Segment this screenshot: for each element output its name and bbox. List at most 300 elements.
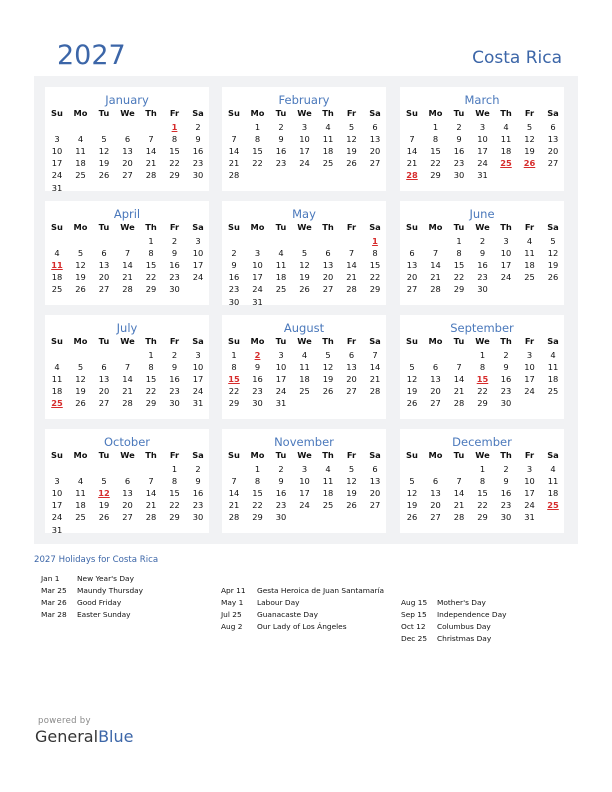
day-cell: 23 [192, 158, 204, 169]
weekday-header: Su [406, 450, 418, 460]
holiday-day-cell: 15 [228, 374, 240, 385]
day-cell: 12 [75, 374, 86, 385]
day-cell: 9 [171, 248, 178, 259]
weekday-header: Th [322, 222, 334, 232]
day-cell: 27 [122, 170, 133, 181]
day-cell: 1 [148, 350, 154, 360]
day-cell: 10 [192, 362, 204, 373]
year-title: 2027 [57, 40, 126, 71]
day-cell: 10 [192, 248, 204, 259]
day-cell: 5 [301, 248, 308, 259]
day-cell: 1 [479, 350, 486, 360]
day-cell: 16 [192, 146, 204, 157]
day-cell: 12 [75, 260, 86, 271]
day-cell: 30 [477, 284, 488, 295]
day-cell: 3 [254, 248, 261, 259]
holiday-row [221, 621, 384, 633]
day-cell: 9 [503, 476, 509, 487]
day-cell: 3 [526, 350, 533, 360]
weekday-header: Sa [547, 222, 559, 232]
holiday-day-cell: 25 [547, 500, 559, 511]
day-cell: 9 [278, 134, 284, 145]
day-cell: 22 [369, 272, 381, 283]
day-cell: 21 [122, 386, 133, 397]
day-cell: 11 [547, 476, 559, 487]
day-cell: 12 [299, 260, 310, 271]
day-cell: 23 [169, 272, 180, 283]
holiday-date: Aug 15 [401, 598, 428, 607]
day-cell: 28 [453, 398, 465, 409]
day-cell: 8 [171, 134, 178, 145]
month-march [400, 87, 564, 191]
day-cell: 24 [252, 284, 263, 295]
day-cell: 27 [430, 398, 441, 409]
day-cell: 21 [145, 158, 157, 169]
day-cell: 14 [228, 146, 240, 157]
holiday-date: Mar 26 [41, 598, 67, 607]
day-cell: 29 [369, 284, 381, 295]
day-cell: 10 [51, 488, 63, 499]
day-cell: 1 [254, 122, 261, 132]
holiday-name: Mother's Day [437, 598, 486, 607]
month-title: January [105, 93, 149, 107]
day-cell: 1 [456, 236, 462, 246]
day-cell: 19 [346, 488, 357, 499]
day-cell: 14 [369, 362, 381, 373]
day-cell: 26 [299, 284, 310, 295]
day-cell: 18 [299, 374, 310, 385]
weekday-header: Fr [524, 108, 535, 118]
weekday-header: Tu [275, 450, 287, 460]
day-cell: 4 [77, 476, 84, 487]
holiday-day-cell: 1 [372, 236, 378, 246]
day-cell: 19 [406, 500, 418, 511]
day-cell: 27 [98, 284, 110, 295]
day-cell: 2 [195, 122, 201, 132]
weekday-header: Fr [346, 108, 357, 118]
day-cell: 28 [228, 170, 240, 181]
weekday-header: Tu [453, 222, 465, 232]
month-january [45, 87, 209, 191]
day-cell: 23 [169, 386, 180, 397]
weekday-header: We [297, 336, 312, 346]
day-cell: 22 [169, 500, 180, 511]
day-cell: 20 [369, 488, 381, 499]
weekday-header: Mo [428, 108, 443, 118]
day-cell: 11 [524, 248, 535, 259]
day-cell: 6 [124, 134, 131, 145]
day-cell: 14 [346, 260, 357, 271]
day-cell: 26 [346, 500, 357, 511]
day-cell: 11 [322, 134, 334, 145]
weekday-header: Tu [98, 108, 110, 118]
month-title: May [292, 207, 316, 221]
day-cell: 14 [122, 260, 133, 271]
day-cell: 30 [192, 170, 204, 181]
holiday-date: Aug 2 [221, 622, 243, 631]
day-cell: 29 [430, 170, 441, 181]
day-cell: 27 [430, 512, 441, 523]
day-cell: 18 [524, 260, 535, 271]
day-cell: 25 [51, 284, 63, 295]
weekday-header: Mo [73, 336, 88, 346]
day-cell: 29 [145, 398, 157, 409]
day-cell: 26 [75, 398, 86, 409]
day-cell: 2 [503, 464, 509, 474]
day-cell: 9 [171, 362, 178, 373]
day-cell: 3 [301, 122, 308, 132]
weekday-header: Mo [250, 336, 265, 346]
day-cell: 3 [278, 350, 284, 360]
weekday-header: Fr [346, 450, 357, 460]
day-cell: 10 [477, 134, 488, 145]
weekday-header: Tu [98, 336, 110, 346]
day-cell: 28 [346, 284, 357, 295]
weekday-header: Fr [524, 450, 535, 460]
day-cell: 21 [453, 386, 465, 397]
day-cell: 10 [524, 362, 535, 373]
day-cell: 18 [547, 374, 559, 385]
holiday-row [221, 597, 384, 609]
day-cell: 4 [278, 248, 284, 259]
day-cell: 28 [430, 284, 441, 295]
month-title: September [450, 321, 514, 335]
day-cell: 19 [406, 386, 418, 397]
day-cell: 18 [75, 158, 86, 169]
weekday-header: Su [228, 108, 240, 118]
month-title: June [469, 207, 495, 221]
day-cell: 10 [299, 134, 310, 145]
weekday-header: Mo [428, 336, 443, 346]
holiday-date: Jan 1 [41, 574, 60, 583]
day-cell: 3 [301, 464, 308, 474]
day-cell: 28 [145, 170, 157, 181]
holiday-day-cell: 28 [406, 170, 418, 181]
day-cell: 22 [145, 272, 157, 283]
logo-general-text: General [35, 727, 99, 746]
day-cell: 14 [145, 488, 157, 499]
day-cell: 15 [453, 260, 465, 271]
weekday-header: Mo [73, 450, 88, 460]
weekday-header: Mo [250, 108, 265, 118]
weekday-header: Sa [547, 450, 559, 460]
holiday-column-2 [221, 585, 384, 633]
day-cell: 30 [275, 512, 287, 523]
day-cell: 13 [122, 488, 133, 499]
holiday-name: Good Friday [77, 598, 122, 607]
day-cell: 30 [453, 170, 465, 181]
day-cell: 9 [195, 476, 201, 487]
day-cell: 6 [550, 122, 556, 132]
holiday-date: Jul 25 [221, 610, 242, 619]
month-title: August [283, 321, 325, 335]
day-cell: 18 [547, 488, 559, 499]
day-cell: 10 [275, 362, 287, 373]
day-cell: 29 [228, 398, 240, 409]
day-cell: 18 [75, 500, 86, 511]
weekday-header: Tu [453, 336, 465, 346]
weekday-header: We [475, 336, 490, 346]
weekday-header: Mo [428, 450, 443, 460]
day-cell: 13 [98, 260, 110, 271]
month-february [222, 87, 386, 191]
day-cell: 21 [453, 500, 465, 511]
month-august [222, 315, 386, 419]
day-cell: 23 [477, 272, 488, 283]
weekday-header: Fr [346, 222, 357, 232]
day-cell: 13 [430, 488, 441, 499]
day-cell: 17 [275, 374, 287, 385]
day-cell: 6 [101, 362, 107, 373]
weekday-header: Mo [250, 450, 265, 460]
weekday-header: Sa [192, 450, 204, 460]
day-cell: 21 [228, 500, 240, 511]
day-cell: 23 [228, 284, 240, 295]
country-title: Costa Rica [472, 48, 562, 68]
day-cell: 26 [406, 512, 418, 523]
weekday-header: Fr [524, 336, 535, 346]
day-cell: 4 [77, 134, 84, 145]
day-cell: 4 [503, 122, 509, 132]
day-cell: 11 [500, 134, 512, 145]
day-cell: 27 [406, 284, 418, 295]
day-cell: 8 [148, 362, 154, 373]
day-cell: 12 [346, 134, 357, 145]
day-cell: 18 [500, 146, 512, 157]
day-cell: 20 [346, 374, 357, 385]
holiday-day-cell: 25 [51, 398, 63, 409]
day-cell: 3 [195, 350, 201, 360]
day-cell: 18 [275, 272, 287, 283]
day-cell: 8 [254, 476, 261, 487]
day-cell: 8 [171, 476, 178, 487]
holidays-title: 2027 Holidays for Costa Rica [34, 555, 159, 565]
day-cell: 6 [372, 122, 378, 132]
holiday-name: Gesta Heroica de Juan Santamaría [257, 586, 385, 595]
day-cell: 30 [169, 398, 180, 409]
day-cell: 7 [148, 476, 154, 487]
holiday-row [401, 597, 507, 609]
day-cell: 26 [75, 284, 86, 295]
month-may [222, 201, 386, 305]
day-cell: 2 [503, 350, 509, 360]
day-cell: 5 [101, 476, 107, 487]
day-cell: 19 [98, 500, 110, 511]
day-cell: 16 [192, 488, 204, 499]
day-cell: 5 [348, 122, 355, 132]
day-cell: 24 [299, 500, 310, 511]
day-cell: 25 [75, 170, 86, 181]
day-cell: 29 [477, 512, 488, 523]
day-cell: 16 [252, 374, 263, 385]
day-cell: 7 [372, 350, 378, 360]
day-cell: 29 [169, 512, 180, 523]
day-cell: 3 [195, 236, 201, 246]
month-october [45, 429, 209, 533]
day-cell: 30 [500, 398, 512, 409]
weekday-header: Tu [98, 450, 110, 460]
day-cell: 19 [547, 260, 559, 271]
day-cell: 26 [547, 272, 559, 283]
day-cell: 29 [252, 512, 263, 523]
month-april [45, 201, 209, 305]
day-cell: 16 [169, 374, 180, 385]
weekday-header: Su [228, 336, 240, 346]
day-cell: 15 [252, 488, 263, 499]
day-cell: 9 [503, 362, 509, 373]
month-july [45, 315, 209, 419]
weekday-header: Su [406, 222, 418, 232]
weekday-header: Fr [169, 450, 180, 460]
holiday-date: Oct 12 [401, 622, 426, 631]
holiday-date: May 1 [221, 598, 244, 607]
day-cell: 1 [231, 350, 237, 360]
day-cell: 27 [369, 158, 381, 169]
day-cell: 17 [192, 260, 204, 271]
day-cell: 12 [346, 476, 357, 487]
day-cell: 11 [547, 362, 559, 373]
holiday-row [221, 585, 384, 597]
day-cell: 14 [228, 488, 240, 499]
day-cell: 15 [477, 488, 488, 499]
day-cell: 16 [453, 146, 465, 157]
day-cell: 5 [77, 362, 84, 373]
weekday-header: Fr [524, 222, 535, 232]
weekday-header: Su [228, 222, 240, 232]
weekday-header: Th [145, 222, 157, 232]
day-cell: 1 [479, 464, 486, 474]
day-cell: 24 [51, 170, 63, 181]
weekday-header: Th [145, 336, 157, 346]
weekday-header: Fr [169, 108, 180, 118]
day-cell: 6 [372, 464, 378, 474]
weekday-header: Mo [250, 222, 265, 232]
weekday-header: Su [228, 450, 240, 460]
weekday-header: We [120, 222, 135, 232]
day-cell: 19 [299, 272, 310, 283]
day-cell: 2 [278, 122, 284, 132]
weekday-header: Sa [547, 336, 559, 346]
day-cell: 20 [547, 146, 559, 157]
day-cell: 7 [409, 134, 415, 145]
day-cell: 26 [406, 398, 418, 409]
day-cell: 4 [54, 362, 60, 373]
day-cell: 15 [252, 146, 263, 157]
day-cell: 13 [122, 146, 133, 157]
weekday-header: Tu [275, 336, 287, 346]
day-cell: 9 [254, 362, 261, 373]
day-cell: 22 [169, 158, 180, 169]
day-cell: 23 [500, 500, 512, 511]
day-cell: 20 [98, 272, 110, 283]
day-cell: 13 [98, 374, 110, 385]
day-cell: 8 [231, 362, 237, 373]
day-cell: 5 [101, 134, 107, 145]
day-cell: 29 [145, 284, 157, 295]
day-cell: 23 [453, 158, 465, 169]
month-title: July [116, 321, 138, 335]
day-cell: 24 [192, 386, 204, 397]
day-cell: 25 [524, 272, 535, 283]
day-cell: 16 [500, 488, 512, 499]
day-cell: 19 [322, 374, 334, 385]
day-cell: 8 [372, 248, 378, 259]
weekday-header: Su [51, 108, 63, 118]
month-title: April [113, 207, 141, 221]
month-title: February [278, 93, 330, 107]
holiday-day-cell: 1 [171, 122, 178, 132]
weekday-header: Tu [453, 108, 465, 118]
day-cell: 3 [526, 464, 533, 474]
day-cell: 28 [145, 512, 157, 523]
weekday-header: Th [322, 108, 334, 118]
holiday-day-cell: 11 [51, 260, 63, 271]
day-cell: 10 [524, 476, 535, 487]
month-september [400, 315, 564, 419]
weekday-header: Su [51, 450, 63, 460]
day-cell: 12 [547, 248, 559, 259]
day-cell: 13 [322, 260, 334, 271]
day-cell: 23 [500, 386, 512, 397]
day-cell: 26 [98, 170, 110, 181]
day-cell: 14 [406, 146, 418, 157]
holiday-name: Guanacaste Day [257, 610, 318, 619]
day-cell: 30 [500, 512, 512, 523]
holiday-date: Apr 11 [221, 586, 246, 595]
day-cell: 17 [299, 146, 310, 157]
day-cell: 12 [322, 362, 334, 373]
day-cell: 30 [228, 296, 240, 307]
day-cell: 30 [192, 512, 204, 523]
weekday-header: Sa [547, 108, 559, 118]
month-title: December [452, 435, 512, 449]
weekday-header: Sa [192, 222, 204, 232]
day-cell: 17 [524, 488, 535, 499]
holiday-column-1 [41, 573, 143, 621]
day-cell: 31 [477, 170, 488, 181]
day-cell: 22 [430, 158, 441, 169]
generalblue-logo[interactable] [35, 727, 133, 746]
day-cell: 20 [430, 386, 441, 397]
holiday-name: Independence Day [437, 610, 507, 619]
day-cell: 21 [346, 272, 357, 283]
day-cell: 24 [524, 500, 535, 511]
day-cell: 5 [409, 362, 415, 373]
day-cell: 25 [75, 512, 86, 523]
day-cell: 20 [430, 500, 441, 511]
day-cell: 4 [550, 350, 556, 360]
weekday-header: Th [145, 108, 157, 118]
day-cell: 18 [51, 272, 63, 283]
day-cell: 7 [432, 248, 439, 259]
day-cell: 14 [453, 488, 465, 499]
day-cell: 7 [231, 134, 237, 145]
day-cell: 6 [101, 248, 107, 259]
day-cell: 11 [275, 260, 287, 271]
weekday-header: Su [51, 222, 63, 232]
day-cell: 14 [122, 374, 133, 385]
weekday-header: Sa [369, 108, 381, 118]
day-cell: 27 [98, 398, 110, 409]
weekday-header: We [475, 108, 490, 118]
day-cell: 15 [430, 146, 441, 157]
day-cell: 3 [503, 236, 509, 246]
day-cell: 4 [325, 464, 331, 474]
day-cell: 4 [301, 350, 308, 360]
day-cell: 31 [524, 512, 535, 523]
day-cell: 18 [51, 386, 63, 397]
day-cell: 6 [409, 248, 415, 259]
